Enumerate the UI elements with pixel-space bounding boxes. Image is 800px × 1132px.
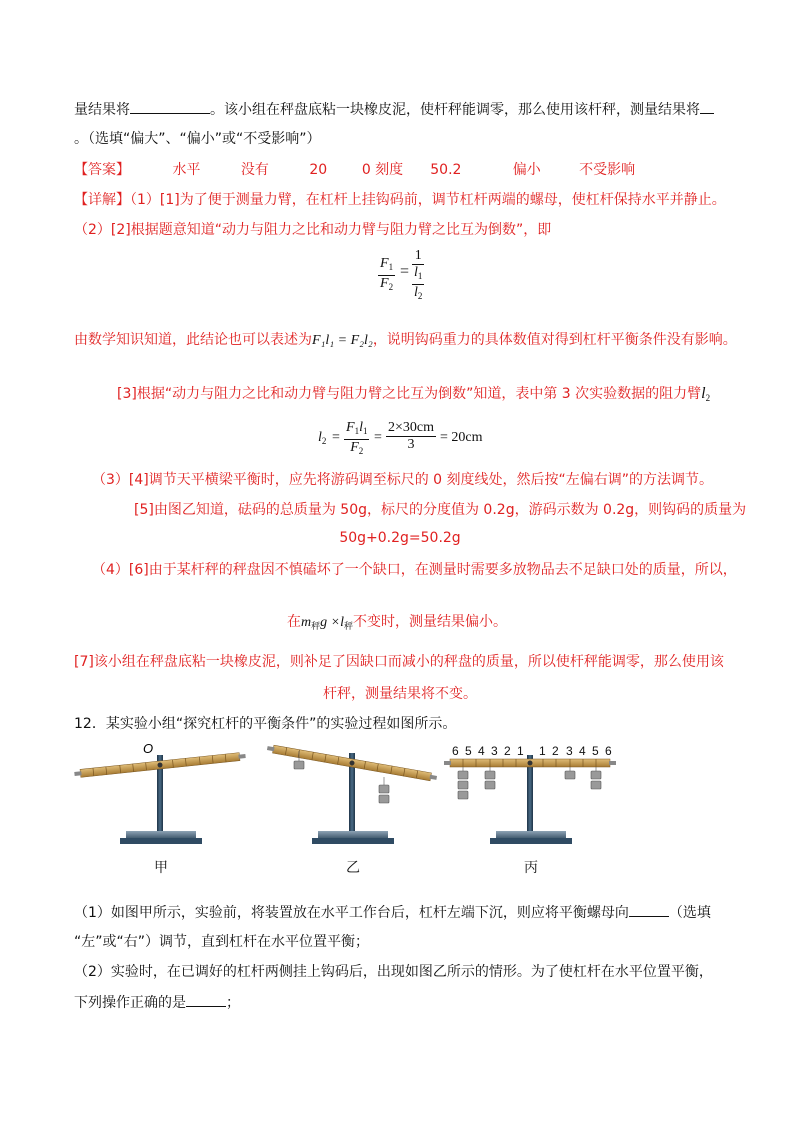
- detail-line-6: [5]由图乙知道，砝码的总质量为 50g，标尺的分度值为 0.2g，游码示数为 0.2g，则钩码的质量为: [134, 502, 747, 518]
- figure-jia: [74, 741, 246, 844]
- question-text-line: 量结果将 。该小组在秤盘底粘一块橡皮泥，使杆秤能调零，那么使用该杆秤，测量结果将: [74, 99, 774, 120]
- caption-yi: 乙: [346, 860, 360, 876]
- sub-question-1-cont: “左”或“右”）调节，直到杠杆在水平位置平衡；: [74, 934, 370, 950]
- svg-text:6: 6: [605, 744, 612, 758]
- svg-text:O: O: [143, 741, 154, 756]
- detail-line-9: 在$m_秤g \times l_秤$不变时，测量结果偏小。: [287, 614, 507, 631]
- answer-item: 0 刻度: [361, 162, 404, 178]
- svg-text:1: 1: [517, 744, 524, 758]
- detail-line-4: [3]根据“动力与阻力之比和动力臂与阻力臂之比互为倒数”知道，表中第 3 次实验数据的阻力臂$l_2$: [117, 385, 711, 403]
- detail-line-11: 杆秤，测量结果将不变。: [323, 686, 477, 702]
- detail-label: 【详解】: [74, 192, 130, 208]
- figure-bing: [444, 744, 616, 844]
- svg-text:5: 5: [465, 744, 472, 758]
- answer-item: 偏小: [512, 162, 541, 178]
- answer-row: [74, 160, 800, 180]
- answer-blank: [186, 992, 226, 1007]
- detail-line-7: 50g+0.2g=50.2g: [339, 530, 461, 546]
- detail-line-5: （3）[4]调节天平横梁平衡时，应先将游码调至标尺的 0 刻度线处，然后按“左偏右调”的方法调节。: [92, 472, 714, 488]
- formula-calc: $l_2$ = $\frac{F_1l_1}{F_2}$ = $\frac{2\times 30cm}{3}$ = 20cm: [318, 420, 483, 456]
- answer-item: 不受影响: [579, 162, 636, 178]
- detail-line-2: （2）[2]根据题意知道“动力与阻力之比和动力臂与阻力臂之比互为倒数”，即: [74, 222, 552, 238]
- question-12-title: 12．某实验小组“探究杠杆的平衡条件”的实验过程如图所示。: [74, 716, 457, 732]
- svg-text:2: 2: [552, 744, 559, 758]
- caption-bing: 丙: [524, 860, 538, 876]
- svg-text:5: 5: [592, 744, 599, 758]
- sub-question-2-cont: 下列操作正确的是 ；: [74, 992, 800, 1013]
- sub-question-2: （2）实验时，在已调好的杠杆两侧挂上钩码后，出现如图乙所示的情形。为了使杠杆在水平位置平衡，: [74, 964, 713, 980]
- svg-text:4: 4: [579, 744, 586, 758]
- detail-line-10: [7]该小组在秤盘底粘一块橡皮泥，则补足了因缺口而减小的秤盘的质量，所以使杆秤能调零，那么使用该: [74, 654, 724, 670]
- svg-text:6: 6: [452, 744, 459, 758]
- answer-blank: [700, 99, 714, 114]
- svg-text:3: 3: [491, 744, 498, 758]
- question-options-line: 。（选填“偏大”、“偏小”或“不受影响”）: [74, 131, 321, 147]
- detail-line-1: 【详解】（1）[1]为了便于测量力臂，在杠杆上挂钩码前，调节杠杆两端的螺母，使杠杆保持水平并静止。: [74, 192, 726, 208]
- svg-text:2: 2: [504, 744, 511, 758]
- answer-item: 没有: [240, 162, 269, 178]
- answer-blank: [629, 902, 669, 917]
- detail-line-8: （4）[6]由于某杆秤的秤盘因不慎磕坏了一个缺口，在测量时需要多放物品去不足缺口处的质量，所以，: [92, 562, 737, 578]
- lever-figures: [0, 735, 800, 885]
- answer-blank: [130, 99, 210, 114]
- svg-text:1: 1: [539, 744, 546, 758]
- answer-item: 20: [309, 162, 328, 178]
- sub-question-1: （1）如图甲所示，实验前，将装置放在水平工作台后，杠杆左端下沉，则应将平衡螺母向 （选填: [74, 902, 800, 923]
- svg-text:4: 4: [478, 744, 485, 758]
- svg-text:3: 3: [566, 744, 573, 758]
- detail-line-3: 由数学知识知道，此结论也可以表述为F₁l₁ = F₂l₂，说明钩码重力的具体数值对得到杠杆平衡条件没有影响。: [74, 332, 737, 348]
- answer-label: 【答案】: [74, 162, 130, 178]
- formula-ratio: $\frac{F_1}{F_2}$ = 1 $l_1$ $l_2$: [380, 248, 423, 301]
- answer-item: 50.2: [430, 162, 462, 178]
- caption-jia: 甲: [154, 860, 168, 876]
- answer-item: 水平: [172, 162, 201, 178]
- figure-yi: [267, 744, 438, 844]
